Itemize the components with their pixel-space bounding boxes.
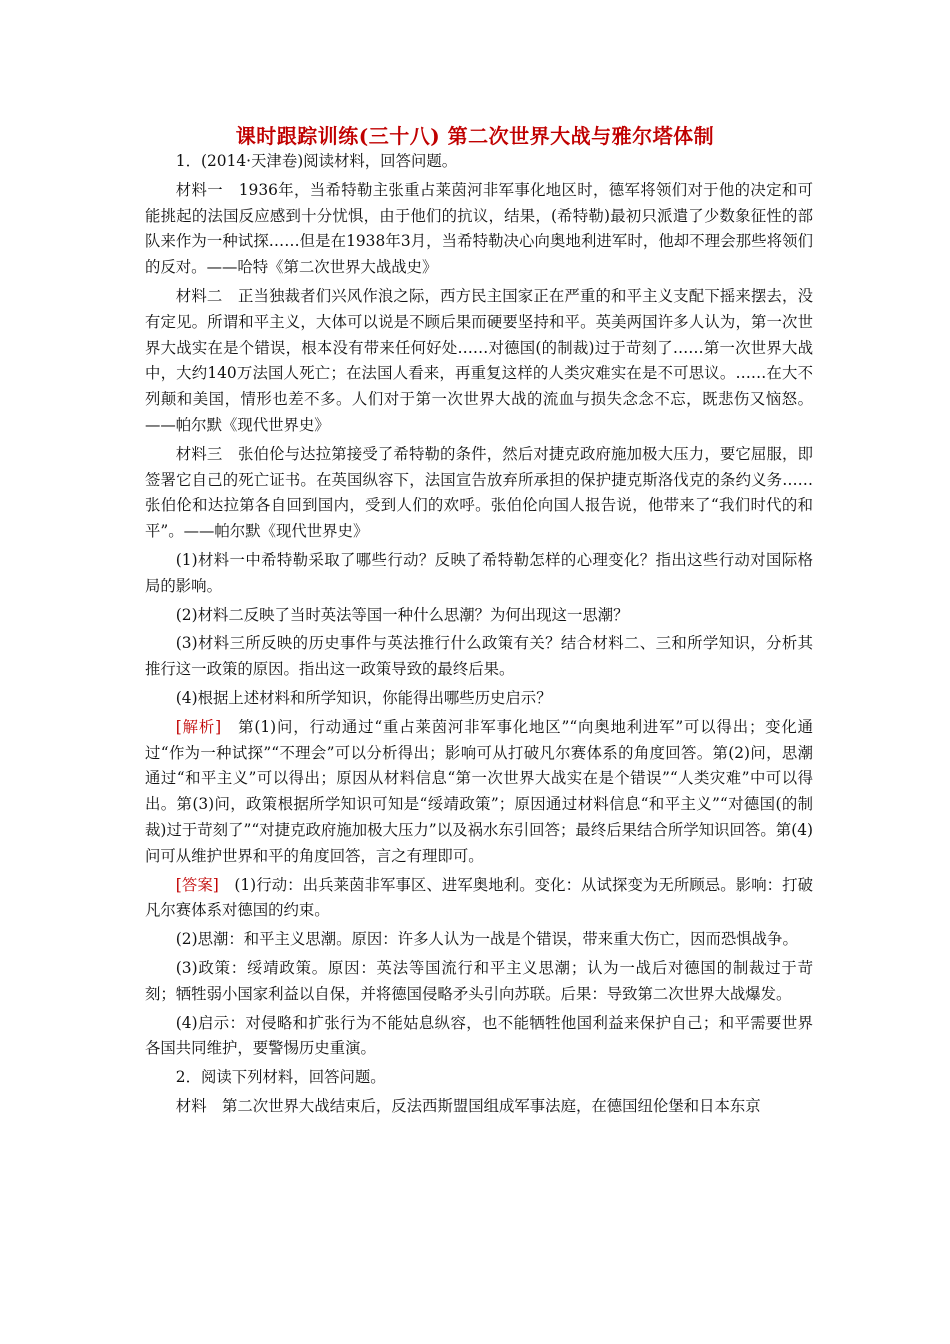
question-2-stem: 2．阅读下列材料，回答问题。 xyxy=(175,1068,386,1087)
answer-paragraph-2: (2)思潮：和平主义思潮。原因：许多人认为一战是个错误，带来重大伤亡，因而恐惧战争。 xyxy=(175,930,798,949)
answer-paragraph-1 xyxy=(145,873,813,925)
analysis-paragraph xyxy=(145,715,813,870)
sub-question-1: (1)材料一中希特勒采取了哪些行动？反映了希特勒怎样的心理变化？指出这些行动对国际格局的影响。 xyxy=(145,550,813,595)
sub-question-3: (3)材料三所反映的历史事件与英法推行什么政策有关？结合材料二、三和所学知识，分析其推行这一政策的原因。指出这一政策导致的最终后果。 xyxy=(145,634,813,679)
sub-question-2: (2)材料二反映了当时英法等国一种什么思潮？为何出现这一思潮？ xyxy=(175,605,629,624)
answer-text-1: (1)行动：出兵莱茵非军事区、进军奥地利。变化：从试探变为无所顾忌。影响：打破凡尔赛体系对德国的约束。 xyxy=(145,875,813,920)
answer-paragraph-3: (3)政策：绥靖政策。原因：英法等国流行和平主义思潮；认为一战后对德国的制裁过于苛刻；牺牲弱小国家利益以自保，并将德国侵略矛头引向苏联。后果：导致第二次世界大战爆发。 xyxy=(145,958,813,1003)
material-3: 材料三 张伯伦与达拉第接受了希特勒的条件，然后对捷克政府施加极大压力，要它屈服，即签署它自己的死亡证书。在英国纵容下，法国宣告放弃所承担的保护捷克斯洛伐克的条约义务……张伯伦和达拉第各自回到国内，受到人们的欢呼。张伯伦向国人报告说，他带来了“我们时代的和平”。——帕尔默《现代世界史》 xyxy=(145,444,813,541)
material-2: 材料二 正当独裁者们兴风作浪之际，西方民主国家正在严重的和平主义支配下摇来摆去，没有定见。所谓和平主义，大体可以说是不顾后果而硬要坚持和平。英美两国许多人认为，第一次世界大战实在是个错误，根本没有带来任何好处……对德国(的制裁)过于苛刻了……第一次世界大战中，大约140万法国人死亡；在法国人看来，再重复这样的人类灾难实在是不可思议。……在大不列颠和美国，情形也差不多。人们对于第一次世界大战的流血与损失念念不忘，既悲伤又恼怒。——帕尔默《现代世界史》 xyxy=(145,286,813,434)
question-2-material: 材料 第二次世界大战结束后，反法西斯盟国组成军事法庭，在德国纽伦堡和日本东京 xyxy=(175,1096,761,1115)
answer-tag: [答案] xyxy=(175,875,219,894)
analysis-tag: [解析] xyxy=(175,717,222,736)
material-1: 材料一 1936年，当希特勒主张重占莱茵河非军事化地区时，德军将领们对于他的决定和可能挑起的法国反应感到十分忧惧，由于他们的抗议，结果，(希特勒)最初只派遣了少数象征性的部队来作为一种试探……但是在1938年3月，当希特勒决心向奥地利进军时，他却不理会那些将领们的反对。——哈特《第二次世界大战战史》 xyxy=(145,180,813,277)
answer-paragraph-4: (4)启示：对侵略和扩张行为不能姑息纵容，也不能牺牲他国利益来保护自己；和平需要世界各国共同维护，要警惕历史重演。 xyxy=(145,1013,813,1058)
sub-question-4: (4)根据上述材料和所学知识，你能得出哪些历史启示？ xyxy=(175,688,552,707)
document-body xyxy=(145,149,813,1123)
page-title: 课时跟踪训练(三十八) 第二次世界大战与雅尔塔体制 xyxy=(235,124,715,148)
question-1-stem: 1．(2014·天津卷)阅读材料，回答问题。 xyxy=(175,152,458,170)
analysis-text: 第(1)问，行动通过“重占莱茵河非军事化地区”“向奥地利进军”可以得出；变化通过“作为一种试探”“不理会”可以分析得出；影响可从打破凡尔赛体系的角度回答。第(2)问，思潮通过“和平主义”可以得出；原因从材料信息“第一次世界大战实在是个错误”“人类灾难”中可以得出。第(3)问，政策根据所学知识可知是“绥靖政策”；原因通过材料信息“和平主义”“对德国(的制裁)过于苛刻了”“对捷克政府施加极大压力”以及祸水东引回答；最终后果结合所学知识回答。第(4)问可从维护世界和平的角度回答，言之有理即可。 xyxy=(145,717,814,865)
